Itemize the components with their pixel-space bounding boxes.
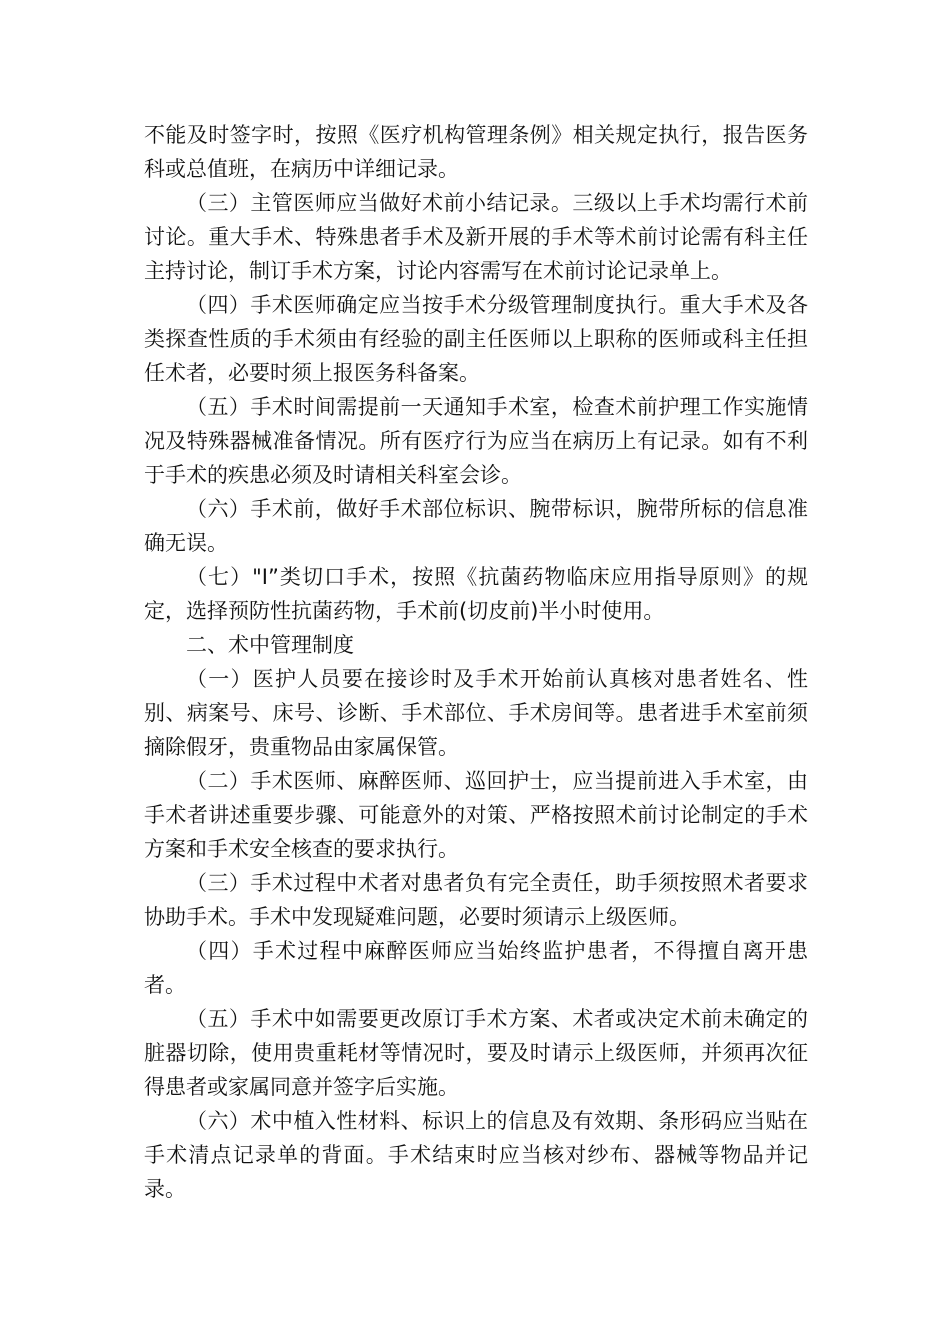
paragraph-intraop-5: （五）手术中如需要更改原订手术方案、术者或决定术前未确定的脏器切除，使用贵重耗材等情况时，要及时请示上级医师，并须再次征得患者或家属同意并签字后实施。: [144, 1007, 808, 1099]
paragraph-intraop-3: （三）手术过程中术者对患者负有完全责任，助手须按照术者要求协助手术。手术中发现疑难问题，必要时须请示上级医师。: [144, 871, 808, 929]
paragraph-continued: 不能及时签字时，按照《医疗机构管理条例》相关规定执行，报告医务科或总值班，在病历中详细记录。: [144, 123, 808, 181]
paragraph-preop-7: （七）"I”类切口手术，按照《抗菌药物临床应用指导原则》的规定，选择预防性抗菌药物，手术前(切皮前)半小时使用。: [144, 565, 808, 623]
section-heading-intraop: 二、术中管理制度: [186, 633, 354, 657]
paragraph-preop-5: （五）手术时间需提前一天通知手术室，检查术前护理工作实施情况及特殊器械准备情况。所有医疗行为应当在病历上有记录。如有不利于手术的疾患必须及时请相关科室会诊。: [144, 395, 808, 487]
paragraph-intraop-2: （二）手术医师、麻醉医师、巡回护士，应当提前进入手术室，由手术者讲述重要步骤、可能意外的对策、严格按照术前讨论制定的手术方案和手术安全核查的要求执行。: [144, 769, 808, 861]
paragraph-preop-3: （三）主管医师应当做好术前小结记录。三级以上手术均需行术前讨论。重大手术、特殊患者手术及新开展的手术等术前讨论需有科主任主持讨论，制订手术方案，讨论内容需写在术前讨论记录单上。: [144, 191, 808, 283]
document-body: [144, 118, 808, 1206]
paragraph-preop-4: （四）手术医师确定应当按手术分级管理制度执行。重大手术及各类探查性质的手术须由有经验的副主任医师以上职称的医师或科主任担任术者，必要时须上报医务科备案。: [144, 293, 808, 385]
paragraph-intraop-1: （一）医护人员要在接诊时及手术开始前认真核对患者姓名、性别、病案号、床号、诊断、手术部位、手术房间等。患者进手术室前须摘除假牙，贵重物品由家属保管。: [144, 667, 808, 759]
paragraph-intraop-6: （六）术中植入性材料、标识上的信息及有效期、条形码应当贴在手术清点记录单的背面。手术结束时应当核对纱布、器械等物品并记录。: [144, 1109, 808, 1201]
paragraph-intraop-4: （四）手术过程中麻醉医师应当始终监护患者，不得擅自离开患者。: [144, 939, 808, 997]
paragraph-preop-6: （六）手术前，做好手术部位标识、腕带标识，腕带所标的信息准确无误。: [144, 497, 808, 555]
